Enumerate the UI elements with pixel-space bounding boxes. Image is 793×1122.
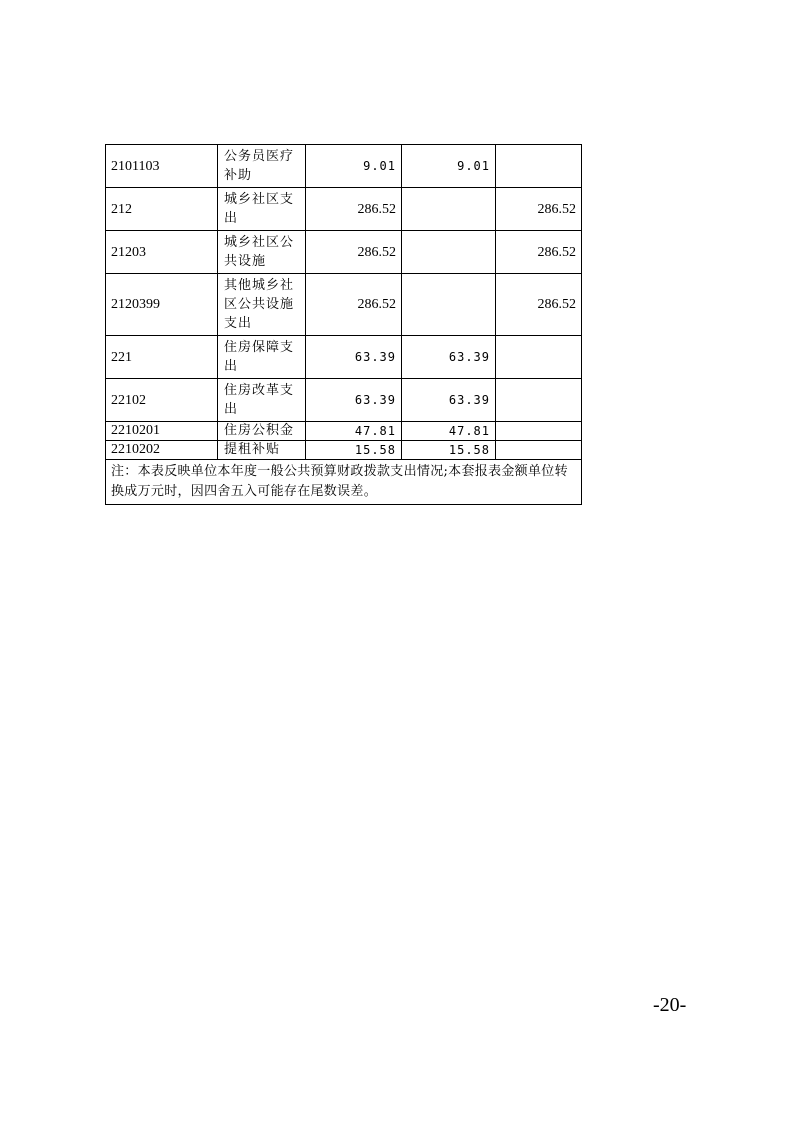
subject-name-cell: 城乡社区支出 [218, 188, 306, 231]
subject-name-cell: 住房改革支出 [218, 379, 306, 422]
project-amount-cell: 286.52 [496, 188, 582, 231]
project-amount-cell [496, 441, 582, 460]
subject-code-cell: 22102 [106, 379, 218, 422]
subject-name-cell: 住房保障支出 [218, 336, 306, 379]
page-number: -20- [653, 994, 687, 1016]
note-row [106, 460, 582, 505]
table-note: 注：本表反映单位本年度一般公共预算财政拨款支出情况;本套报表金额单位转换成万元时，因四舍五入可能存在尾数误差。 [106, 460, 582, 505]
subject-code-cell: 2120399 [106, 274, 218, 336]
table-row [106, 274, 582, 336]
project-amount-cell [496, 422, 582, 441]
basic-amount-cell [402, 274, 496, 336]
table-row [106, 441, 582, 460]
basic-amount-cell: 63.39 [402, 336, 496, 379]
total-amount-cell: 15.58 [306, 441, 402, 460]
total-amount-cell: 47.81 [306, 422, 402, 441]
total-amount-cell: 63.39 [306, 379, 402, 422]
table-row [106, 379, 582, 422]
total-amount-cell: 286.52 [306, 231, 402, 274]
project-amount-cell: 286.52 [496, 231, 582, 274]
basic-amount-cell: 15.58 [402, 441, 496, 460]
basic-amount-cell: 9.01 [402, 145, 496, 188]
basic-amount-cell: 63.39 [402, 379, 496, 422]
total-amount-cell: 286.52 [306, 274, 402, 336]
table-row [106, 336, 582, 379]
project-amount-cell: 286.52 [496, 274, 582, 336]
subject-code-cell: 212 [106, 188, 218, 231]
total-amount-cell: 286.52 [306, 188, 402, 231]
subject-name-cell: 城乡社区公共设施 [218, 231, 306, 274]
project-amount-cell [496, 145, 582, 188]
subject-code-cell: 2210201 [106, 422, 218, 441]
project-amount-cell [496, 336, 582, 379]
subject-name-cell: 公务员医疗补助 [218, 145, 306, 188]
basic-amount-cell [402, 188, 496, 231]
table-row [106, 145, 582, 188]
table-row [106, 422, 582, 441]
total-amount-cell: 9.01 [306, 145, 402, 188]
basic-amount-cell [402, 231, 496, 274]
total-amount-cell: 63.39 [306, 336, 402, 379]
subject-name-cell: 其他城乡社区公共设施支出 [218, 274, 306, 336]
basic-amount-cell: 47.81 [402, 422, 496, 441]
subject-code-cell: 221 [106, 336, 218, 379]
subject-code-cell: 2210202 [106, 441, 218, 460]
subject-name-cell: 提租补贴 [218, 441, 306, 460]
table-row [106, 231, 582, 274]
subject-code-cell: 2101103 [106, 145, 218, 188]
subject-name-cell: 住房公积金 [218, 422, 306, 441]
table-row [106, 188, 582, 231]
budget-expenditure-table [105, 144, 582, 505]
project-amount-cell [496, 379, 582, 422]
subject-code-cell: 21203 [106, 231, 218, 274]
